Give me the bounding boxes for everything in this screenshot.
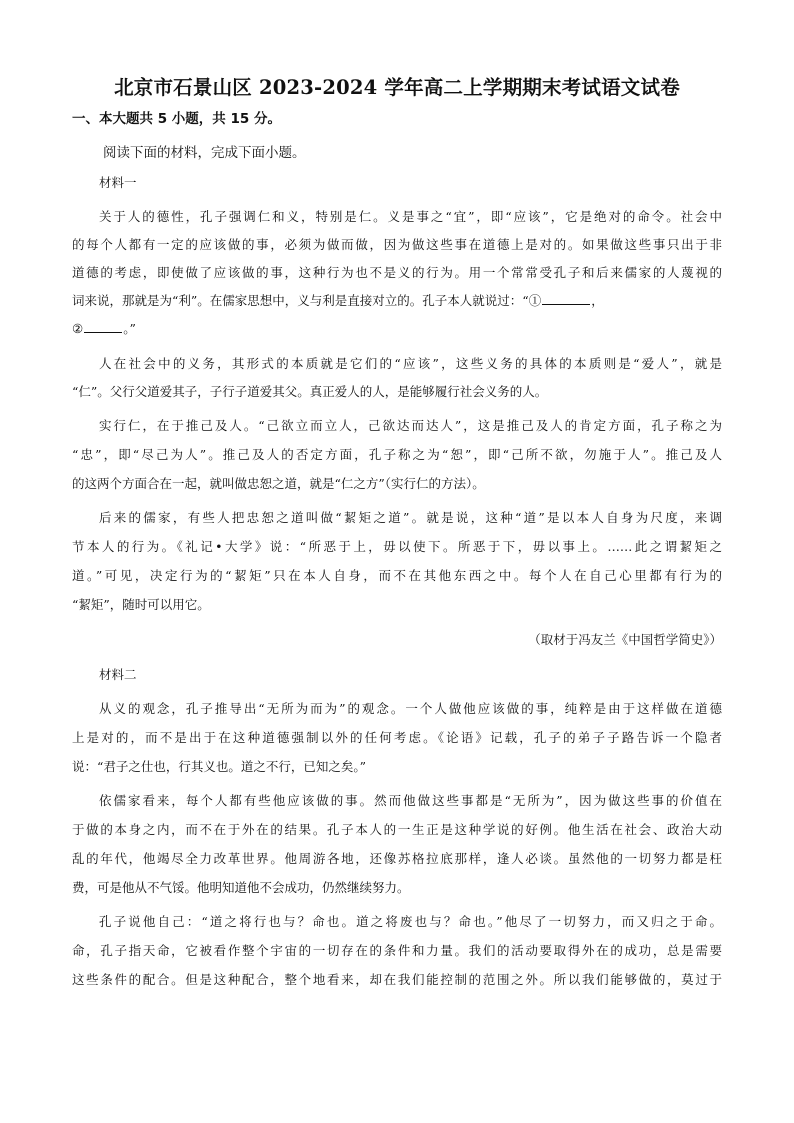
paragraph-line: 道德的考虑，即使做了应该做的事，这种行为也不是义的行为。用一个常常受孔子和后来儒家的人蔑视的 [72, 265, 722, 280]
page-title: 北京市石景山区 2023-2024 学年高二上学期期末考试语文试卷 [114, 76, 680, 99]
paragraph-line: “絜矩”，随时可以用它。 [72, 597, 210, 612]
paragraph-line: 上是对的，而不是出于在这种道德强制以外的任何考虑。《论语》记载，孔子的弟子子路告诉一个隐者 [72, 730, 722, 745]
paragraph-line: 从义的观念，孔子推导出“无所为而为”的观念。一个人做他应该做的事，纯粹是由于这样做在道德 [99, 701, 722, 716]
paragraph-line: 节本人的行为。《礼记•大学》说：“所恶于上，毋以使下。所恶于下，毋以事上。……此之谓絜矩之 [72, 539, 722, 554]
material2-heading: 材料二 [99, 667, 137, 682]
punctuation: 。” [123, 321, 136, 336]
fill-blank-1[interactable] [542, 292, 590, 305]
fill-blank-2[interactable] [84, 320, 122, 333]
source-citation: （取材于冯友兰《中国哲学简史》） [528, 632, 722, 647]
paragraph-text: 词来说，那就是为“利”。在儒家思想中，义与利是直接对立的。孔子本人就说过：“ [72, 293, 529, 308]
paragraph-line: 这些条件的配合。但是这种配合，整个地看来，却在我们能控制的范围之外。所以我们能够做的，莫过于 [72, 972, 722, 987]
section-heading: 一、本大题共 5 小题，共 15 分。 [72, 111, 281, 127]
paragraph-line: 的每个人都有一定的应该做的事，必须为做而做，因为做这些事在道德上是对的。如果做这些事只出于非 [72, 237, 722, 252]
paragraph-line: 孔子说他自己：“道之将行也与？命也。道之将废也与？命也。”他尽了一切努力，而又归之于命。 [99, 914, 722, 929]
paragraph-line: 说：“君子之仕也，行其义也。道之不行，已知之矣。” [72, 759, 367, 774]
paragraph-line: 后来的儒家，有些人把忠恕之道叫做“絜矩之道”。就是说，这种“道”是以本人自身为尺度，来调 [99, 510, 722, 525]
paragraph-line: “仁”。父行父道爱其子，子行子道爱其父。真正爱人的人，是能够履行社会义务的人。 [72, 384, 548, 399]
paragraph-line: 道。”可见，决定行为的“絜矩”只在本人自身，而不在其他东西之中。每个人在自己心里都有行为的 [72, 568, 722, 583]
instruction-text: 阅读下面的材料，完成下面小题。 [103, 145, 306, 161]
blank-number: ① [528, 293, 542, 308]
paragraph-line-with-blank [72, 320, 722, 338]
paragraph-line: 人在社会中的义务，其形式的本质就是它们的“应该”，这些义务的具体的本质则是“爱人”，就是 [99, 356, 722, 371]
paragraph-line: 费，可是他从不气馁。他明知道他不会成功，仍然继续努力。 [72, 880, 410, 895]
paragraph-line: 关于人的德性，孔子强调仁和义，特别是仁。义是事之“宜”，即“应该”，它是绝对的命令。社会中 [99, 209, 722, 224]
paragraph-line: 于做的本身之内，而不在于外在的结果。孔子本人的一生正是这种学说的好例。他生活在社会、政治大动 [72, 822, 722, 837]
paragraph-line: “忠”，即“尽己为人”。推己及人的否定方面，孔子称之为“恕”，即“己所不欲，勿施于人”。推己及人 [72, 447, 722, 462]
paragraph-line: 乱的年代，他竭尽全力改革世界。他周游各地，还像苏格拉底那样，逢人必谈。虽然他的一切努力都是枉 [72, 851, 722, 866]
paragraph-line: 实行仁，在于推己及人。“己欲立而立人，己欲达而达人”，这是推己及人的肯定方面，孔子称之为 [99, 418, 722, 433]
paragraph-line: 的这两个方面合在一起，就叫做忠恕之道，就是“仁之方”（实行仁的方法）。 [72, 476, 485, 491]
punctuation: ， [591, 293, 604, 308]
paragraph-line: 命，孔子指天命，它被看作整个宇宙的一切存在的条件和力量。我们的活动要取得外在的成功，总是需要 [72, 943, 722, 958]
paragraph-line-with-blank [72, 292, 722, 310]
material1-heading: 材料一 [99, 175, 137, 190]
paragraph-line: 依儒家看来，每个人都有些他应该做的事。然而他做这些事都是“无所为”，因为做这些事的价值在 [99, 793, 722, 808]
blank-number: ② [72, 321, 84, 336]
